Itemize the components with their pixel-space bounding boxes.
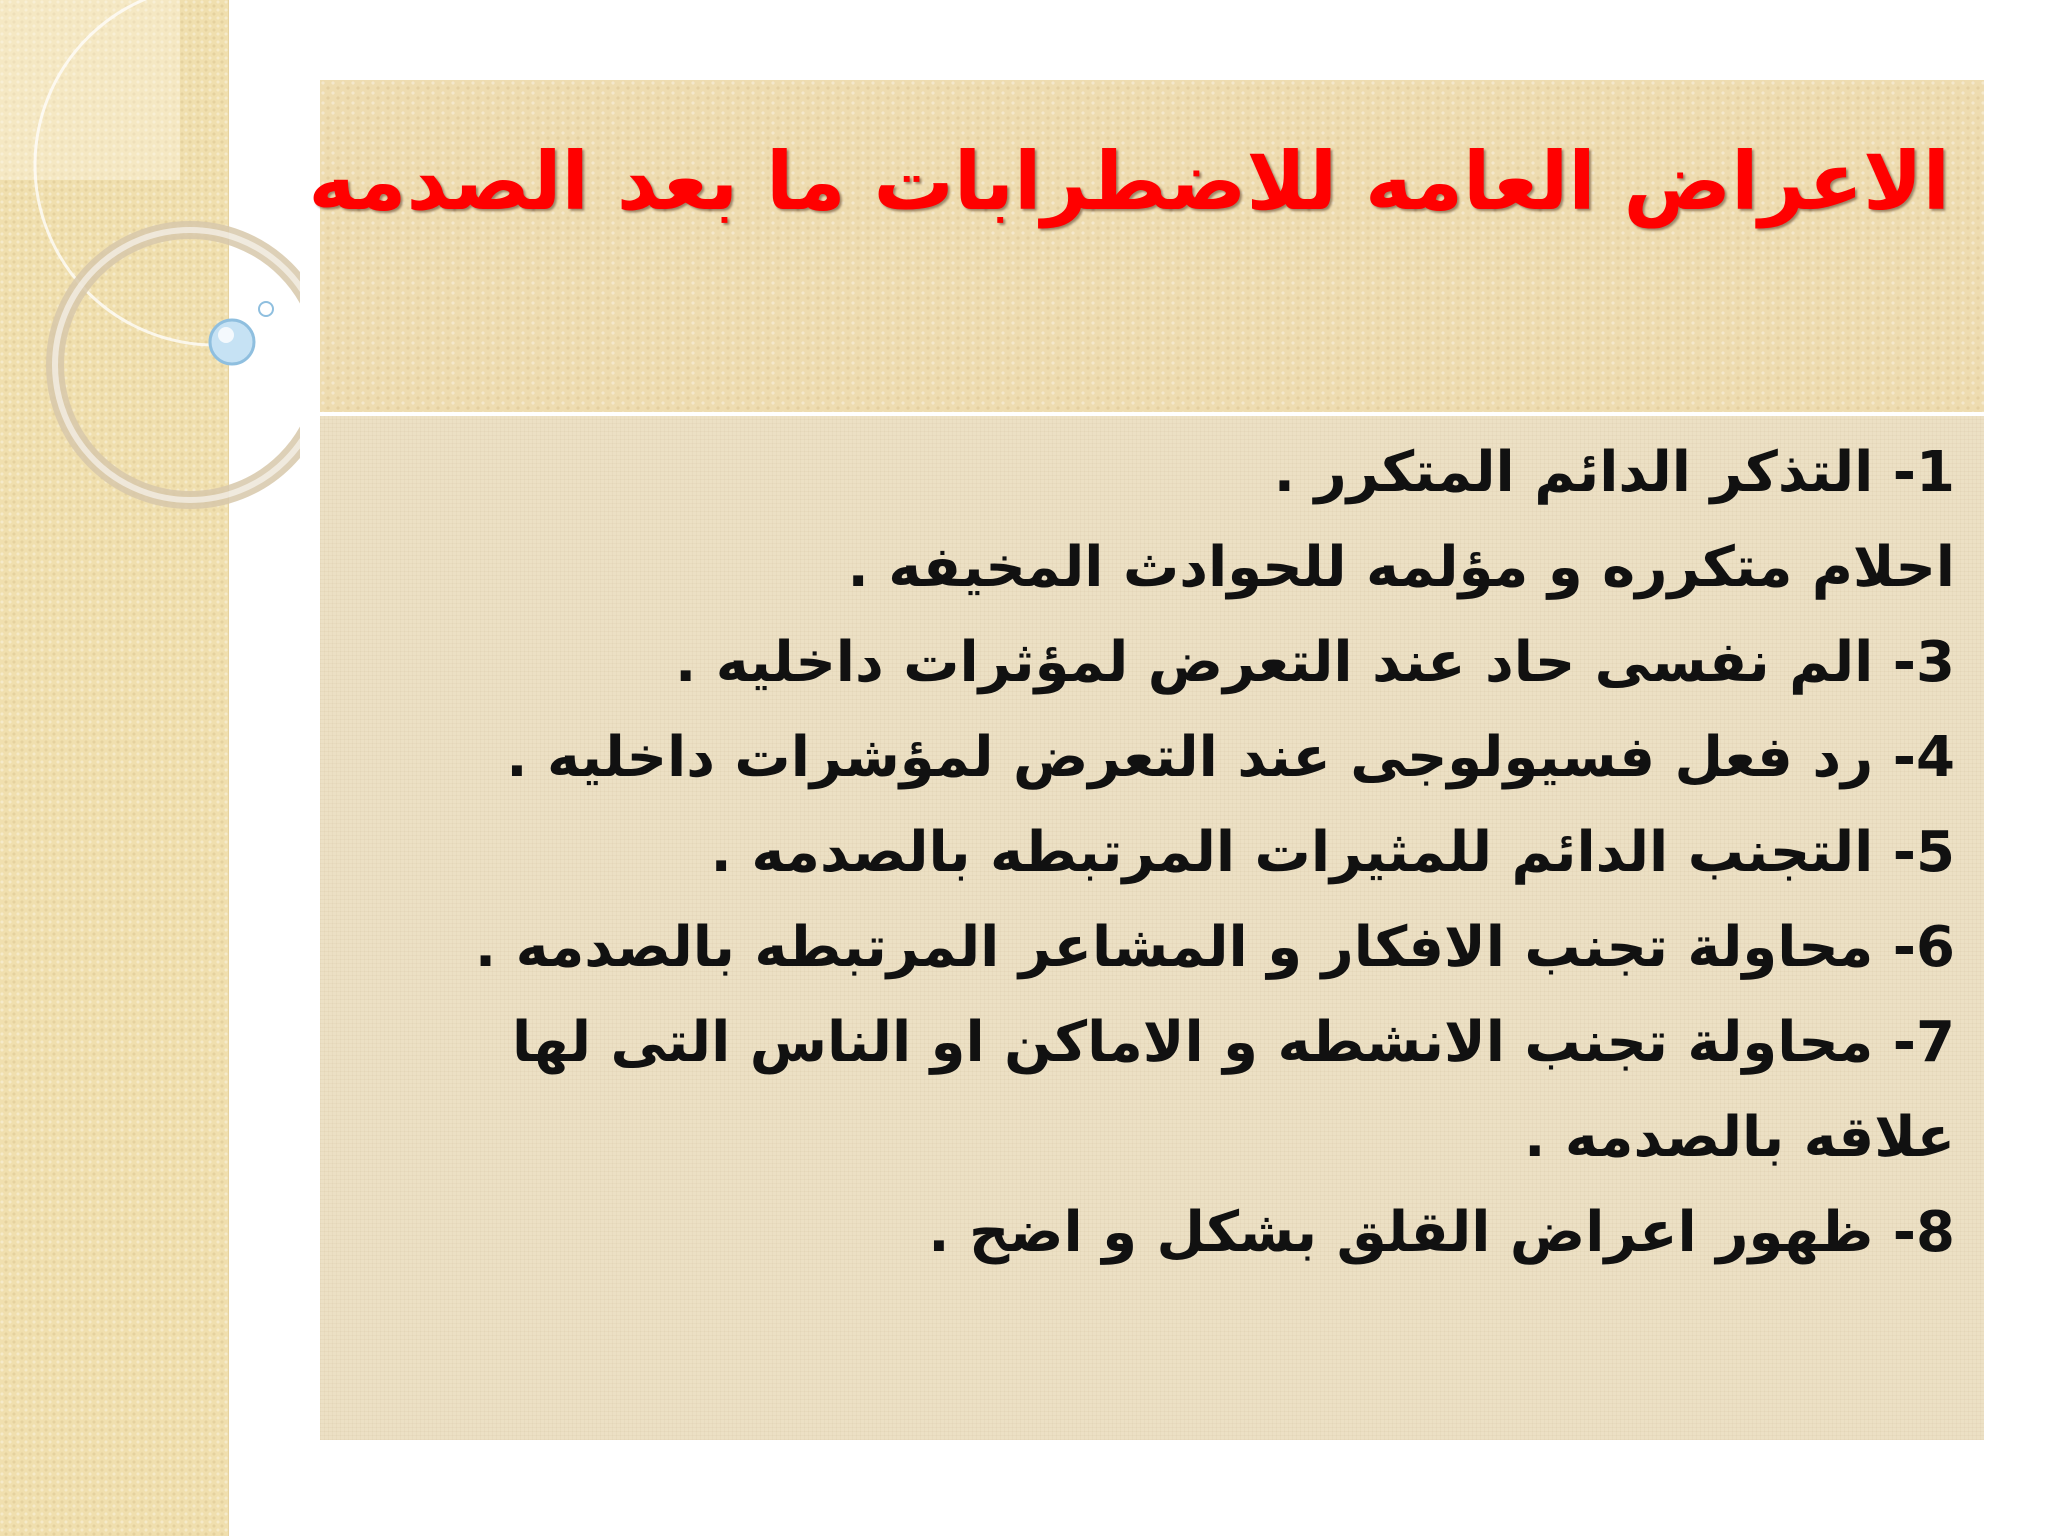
- decor-small-ring: [259, 302, 273, 316]
- band-divider: [320, 412, 1984, 415]
- list-item: 3- الم نفسى حاد عند التعرض لمؤثرات داخليه .: [675, 630, 1955, 695]
- list-item: 4- رد فعل فسيولوجى عند التعرض لمؤشرات داخليه .: [506, 725, 1955, 790]
- list-item: 8- ظهور اعراض القلق بشكل و اضح .: [928, 1200, 1955, 1265]
- slide-title: الاعراض العامه للاضطرابات ما بعد الصدمه: [308, 135, 1950, 228]
- decor-blue-bead-shine: [218, 327, 234, 343]
- list-item: 1- التذكر الدائم المتكرر .: [1273, 440, 1955, 505]
- decor-rings: [0, 0, 300, 520]
- symptom-list: [390, 425, 1955, 1280]
- list-item: 7- محاولة تجنب الانشطه و الاماكن او الناس التى لها علاقه بالصدمه .: [512, 1010, 1955, 1170]
- list-item: 5- التجنب الدائم للمثيرات المرتبطه بالصدمه .: [710, 820, 1955, 885]
- list-item: 6- محاولة تجنب الافكار و المشاعر المرتبطه بالصدمه .: [474, 915, 1955, 980]
- decor-medium-ring-highlight: [55, 230, 300, 500]
- list-item: احلام متكرره و مؤلمه للحوادث المخيفه .: [847, 535, 1955, 600]
- decor-blue-bead: [210, 320, 254, 364]
